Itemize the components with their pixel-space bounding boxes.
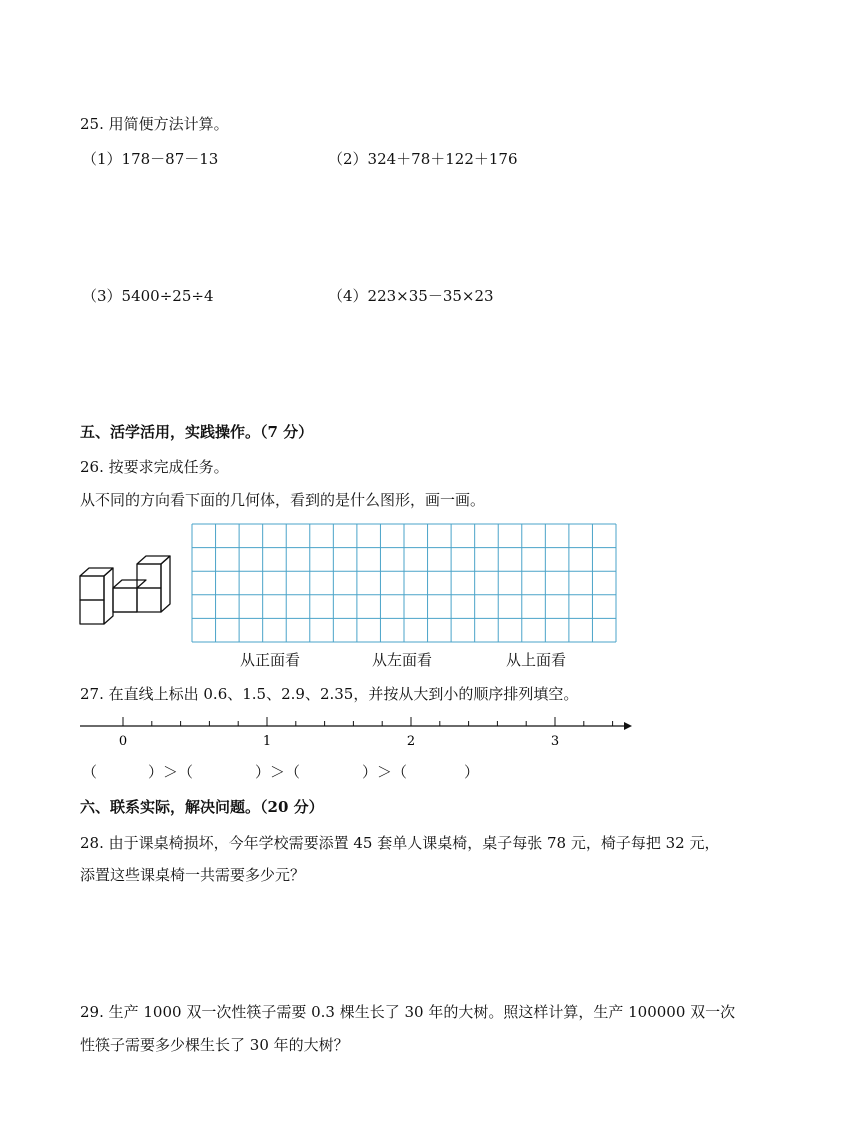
blank-sep-3: ）＞（ [362, 763, 408, 781]
q28-line-2: 添置这些课桌椅一共需要多少元？ [80, 866, 306, 884]
q25-item-3: （3）5400÷25÷4 [82, 287, 214, 305]
blank-sep-1: ）＞（ [148, 763, 194, 781]
view-label-left: 从左面看 [372, 651, 433, 669]
tick-label-1: 1 [262, 734, 272, 749]
blank-open-1: （ [82, 763, 98, 781]
q25-item-4: （4）223×35－35×23 [328, 287, 494, 305]
number-line-arrow [624, 722, 632, 730]
drawing-grid [191, 523, 617, 643]
tick-label-2: 2 [406, 734, 416, 749]
q29-line-2: 性筷子需要多少棵生长了 30 年的大树？ [80, 1036, 349, 1054]
cube-solid-figure [76, 552, 176, 628]
q27-title: 27. 在直线上标出 0.6、1.5、2.9、2.35，并按从大到小的顺序排列填空。 [80, 685, 579, 703]
q25-item-2: （2）324＋78＋122＋176 [328, 150, 518, 168]
blank-sep-2: ）＞（ [255, 763, 301, 781]
section-6-heading: 六、联系实际，解决问题。（20 分） [80, 798, 324, 816]
view-label-front: 从正面看 [240, 651, 301, 669]
q29-line-1: 29. 生产 1000 双一次性筷子需要 0.3 棵生长了 30 年的大树。照这样计算，生产 100000 双一次 [80, 1003, 736, 1021]
q26-instruction: 从不同的方向看下面的几何体，看到的是什么图形，画一画。 [80, 491, 486, 509]
tick-label-3: 3 [550, 734, 560, 749]
blank-close: ） [464, 763, 480, 781]
q25-title: 25. 用简便方法计算。 [80, 115, 229, 133]
number-line [76, 712, 636, 752]
section-5-heading: 五、活学活用，实践操作。（7 分） [80, 423, 314, 441]
view-label-top: 从上面看 [506, 651, 567, 669]
q26-title: 26. 按要求完成任务。 [80, 458, 229, 476]
q25-item-1: （1）178－87－13 [82, 150, 219, 168]
tick-label-0: 0 [118, 734, 128, 749]
q28-line-1: 28. 由于课桌椅损坏，今年学校需要添置 45 套单人课桌椅，桌子每张 78 元，椅子每把 32 元， [80, 834, 720, 852]
